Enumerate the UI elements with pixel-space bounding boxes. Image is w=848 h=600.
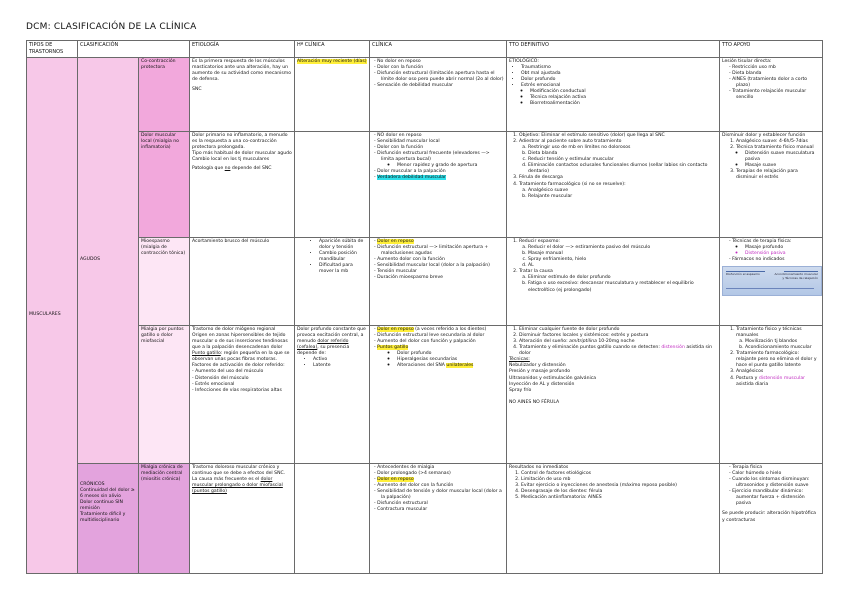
- list-item: - AINES (tratamiento dolor a corto plazo): [736, 77, 820, 89]
- text-span: Tratamiento y eliminación puntos gatillo cuando se detecten:: [519, 345, 662, 351]
- list-item: - Sensación de debilidad muscular: [381, 83, 504, 89]
- list-item: [377, 175, 504, 181]
- list-item: ◦ Biorretroalimentación: [530, 101, 717, 107]
- r2-hclinica: [295, 132, 370, 238]
- r5-clinica: [370, 464, 507, 574]
- cronicos-title: CRÓNICOS: [80, 482, 105, 487]
- row-mialgia-puntos-gatillo: [27, 326, 823, 464]
- list-item: a. Reducir el dolor —> estiramiento pasivo del músculo: [528, 245, 717, 251]
- r4-tto-apoyo: [720, 326, 823, 464]
- list-item-highlight: Dolor en reposo: [377, 239, 414, 244]
- list-item-label: Técnicas de terapia física:: [732, 239, 792, 244]
- list-item: ◦ Técnica relajación activa: [530, 95, 717, 101]
- r2-tto-apoyo: [720, 132, 823, 238]
- list-item: ◦ Dolor profundo: [397, 351, 504, 357]
- list-item: 2. Disminuir factores locales y sistémicos: estrés y postura: [519, 333, 717, 339]
- cronicos-line-3: Tratamiento difícil y multidisciplinario: [80, 512, 126, 524]
- list-item: [397, 363, 504, 369]
- list-item: [377, 345, 504, 369]
- list-item: - Contractura muscular: [381, 507, 504, 513]
- list-item: - Cuando los síntomas disminuyan: ultrasonidos y distensión suave: [736, 477, 820, 489]
- r1-etio-snc: SNC: [192, 87, 202, 93]
- text-span: Dolor profundo constante que provoca excitación central, a menudo: [297, 327, 366, 345]
- r4-etiologia: [190, 326, 295, 464]
- text-span: Punto gatillo: [192, 351, 221, 357]
- list-item: d. Eliminación contactos oclusales funcionales diurnos (sellar labios sin contacto dentario): [528, 163, 717, 175]
- header-clasificacion: CLASIFICACIÓN: [78, 41, 190, 58]
- r5-td-head: Resultados no inmediatos: [509, 465, 569, 470]
- text-span: dolor muscular prolongado o dolor miofascial (puntos gatillo): [192, 477, 283, 495]
- r4-etio-fact: Factores de activación de dolor referido:: [192, 363, 285, 369]
- list-item: • Dificultad para mover la mb: [319, 263, 367, 275]
- list-item: 1. Eliminar cualquier fuente de dolor profundo: [519, 327, 717, 333]
- r4-td-tech-5: Spray frío: [509, 387, 532, 393]
- row-cronicos: [27, 464, 823, 574]
- r2-etiologia: [190, 132, 295, 238]
- text-span: 10-20mg noche: [596, 339, 635, 345]
- list-item-label: Técnica tratamiento físico manual: [736, 145, 814, 151]
- list-item: - Duración mioespasmo breve: [381, 275, 504, 281]
- r4-tto-definitivo: [507, 326, 720, 464]
- list-item: • Obt mal ajustada: [521, 71, 717, 77]
- r4-etio-2: Origen en zonas hipersensibles de tejido muscular o de sus inserciones tendinosas que a la palpación desencadenan dolor: [192, 333, 288, 351]
- list-item-highlight: Dolor en reposo: [377, 477, 414, 483]
- r4-td-tech-head: Técnicas:: [509, 357, 530, 363]
- text-span: La causa más frecuente es el: [192, 477, 261, 483]
- diagram-label-left: Disfunción el aspasmo: [726, 272, 760, 277]
- list-item: - No dolor en reposo: [381, 59, 504, 65]
- list-item: b. Relajante muscular: [528, 194, 717, 200]
- r5-ta-end: Se puede producir: alteración hipotrófica y contracturas: [722, 511, 816, 523]
- list-item: ◦ Menor rapidez y grado de apertura: [397, 163, 504, 169]
- list-item: 5. Medicación antiinflamatoria: AINES: [521, 495, 717, 501]
- list-item: • Cambio posición mandibular: [319, 251, 367, 263]
- list-item: • Traumatismo: [521, 65, 717, 71]
- r4-td-tech-4: Inyección de AL y distensión: [509, 381, 575, 387]
- cronicos-line-1: Continuidad del dolor ≥ 6 meses sin alivio: [80, 488, 135, 500]
- type-musculares-cell: [27, 58, 78, 574]
- list-item: - Disfunción estructural leve secundaria al dolor: [381, 333, 504, 339]
- r5-hclinica: [295, 464, 370, 574]
- list-item: - Infecciones de vías respiratorias altas: [199, 388, 292, 394]
- r3-name: Mioespasmo (mialgia de contracción tónica): [139, 238, 190, 326]
- list-item: ◦ Masaje suave: [745, 163, 820, 169]
- r4-etio-1: Trastorno de dolor miógeno regional: [192, 327, 276, 332]
- type-musculares: MUSCULARES: [29, 312, 61, 318]
- list-item: - Disfunción estructural (limitación apertura hasta el límite dolor oso pero puede abrir normal (2o al dolor): [381, 71, 504, 83]
- text-span: no: [224, 166, 231, 172]
- list-item: - Aumento del dolor con función y palpación: [381, 339, 504, 345]
- text-span: amitriptilina: [569, 339, 597, 345]
- list-item: [377, 151, 504, 169]
- cronicos-line-2: Dolor continuo SIN remisión: [80, 500, 123, 512]
- list-item: 2. Tratamiento farmacológico: relajante pero no elimina el dolor y hace el punto gatillo latente: [736, 351, 820, 369]
- list-item: 1. Analgésico suave: 4-6h/5-7días: [736, 139, 820, 145]
- list-item: • Latente: [313, 363, 367, 369]
- r2-etio-3: Cambio local en los tj musculares: [192, 157, 270, 163]
- r4-td-last: NO AINES NO FÉRULA: [509, 399, 560, 405]
- row-co-contraccion: [27, 58, 823, 132]
- r3-clinica: [370, 238, 507, 326]
- r3-etiologia: Acortamiento brusco del músculo: [190, 238, 295, 326]
- r5-etio-1: Trastorno doloroso muscular crónico y continuo que se debe a efectos del SNC.: [192, 465, 286, 477]
- list-item: - Dolor prolongado (>4 semanas): [381, 471, 504, 477]
- list-item: - Distensión del músculo: [199, 376, 292, 382]
- list-item-label: Reducir espasmo:: [519, 239, 560, 244]
- r1-td-head: ETIOLÓGICO:: [509, 59, 539, 64]
- list-item: [519, 345, 717, 357]
- list-item: a. Eliminar estímulo de dolor profundo: [528, 275, 717, 281]
- list-item: • Activo: [313, 357, 367, 363]
- list-item: c. Reducir tensión y estimular muscular: [528, 157, 717, 163]
- diagram-label-right: Acondicionamiento muscular y Técnicas de relajación: [774, 272, 818, 281]
- list-item: - Aumento dolor con la función: [381, 257, 504, 263]
- list-item: b. Dieta blanda: [528, 151, 717, 157]
- r2-etio-2: Tipo más habitual de dolor muscular agudo: [192, 151, 292, 157]
- row-mioespasmo: [27, 238, 823, 326]
- list-item: - Disfunción estructural —> limitación apertura + maloclusiones agudas: [381, 245, 504, 257]
- list-item: 3. Férula de descarga: [519, 175, 717, 181]
- r5-name: Mialgia crónica de mediación central (miositis crónica): [139, 464, 190, 574]
- list-item-highlight: Puntos gatillo: [377, 345, 409, 351]
- r1-clinica: [370, 58, 507, 132]
- list-item: - Tensión muscular: [381, 269, 504, 275]
- header-tto-apoyo: TTO APOYO: [720, 41, 823, 58]
- r4-td-tech-3: Ultrasonidos y estimulación galvánica: [509, 375, 597, 381]
- list-item: [521, 83, 717, 107]
- list-item: a. Movilización tj blandos: [745, 339, 820, 345]
- list-item: - Aumento del uso del músculo: [199, 369, 292, 375]
- list-item: 3. Analgésicos: [736, 369, 820, 375]
- list-item-label: Tratamiento físico y técnicas manuales: [736, 327, 802, 339]
- r5-etio-2: [192, 477, 292, 495]
- list-item: a. Analgésico suave: [528, 188, 717, 194]
- r3-tto-definitivo: [507, 238, 720, 326]
- list-item: - Estrés emocional: [199, 382, 292, 388]
- list-item: [519, 139, 717, 175]
- list-item: 2. Limitación de uso mb: [521, 477, 717, 483]
- r5-tto-definitivo: [507, 464, 720, 574]
- r2-etio-4: [192, 166, 292, 172]
- list-item: [519, 239, 717, 269]
- therapy-diagram-image: [722, 266, 822, 296]
- list-item: - Sensibilidad de tensión y dolor muscular local (dolor a la palpación): [381, 489, 504, 501]
- row-dolor-muscular-local: [27, 132, 823, 238]
- list-item: - Dolor con la función: [381, 65, 504, 71]
- list-item: ◦ Modificación conductual: [530, 89, 717, 95]
- list-item: ◦ Distensión pasiva: [745, 251, 820, 257]
- r2-ta-head: Disminuir dolor y establecer función: [722, 133, 806, 138]
- list-item: - Disfunción estructural: [381, 501, 504, 507]
- list-item: - Dieta blanda: [736, 71, 820, 77]
- list-item: - Antecedentes de mialgia: [381, 465, 504, 471]
- text-span: asistida sin dolor: [519, 345, 713, 357]
- list-item: [736, 327, 820, 351]
- text-span: Alteraciones del SNA: [397, 363, 445, 369]
- list-item: 3. Terapias de relajación para disminuir el estrés: [736, 169, 820, 181]
- list-item: a. Restringir uso de mb en límites no dolorosos: [528, 145, 717, 151]
- text-span: asistida diaria: [736, 381, 769, 387]
- r2-tto-definitivo: [507, 132, 720, 238]
- r3-tto-apoyo: [720, 238, 823, 326]
- header-hclinica: Hª CLÍNICA: [295, 41, 370, 58]
- r1-etiologia: [190, 58, 295, 132]
- list-item: ◦ Masaje profundo: [745, 245, 820, 251]
- list-item-highlight: unilaterales: [446, 363, 474, 369]
- list-item: - Dolor con la función: [381, 145, 504, 151]
- list-item-label: Tratar la causa: [519, 269, 553, 275]
- r4-td-tech-1: Nebulizador y distensión: [509, 363, 566, 369]
- list-item: • Aparición súbita de dolor y tensión: [319, 239, 367, 251]
- r4-clinica: [370, 326, 507, 464]
- text-span: dolor referido (cefalea): [297, 339, 349, 351]
- list-item-highlight: Dolor en reposo: [377, 327, 414, 332]
- list-item: [736, 145, 820, 169]
- list-item: - Sensibilidad muscular local: [381, 139, 504, 145]
- text-span: , su presencia depende de:: [297, 345, 350, 357]
- list-item: - Tratamiento relajación muscular sencillo: [736, 89, 820, 101]
- list-item-label: Estrés emocional: [521, 83, 561, 89]
- list-item: - Restricción uso mb: [736, 65, 820, 71]
- list-item: c. Spray enfriamiento, hielo: [528, 257, 717, 263]
- list-item: [732, 239, 820, 257]
- r4-hclinica: [295, 326, 370, 464]
- text-span: distensión muscular: [758, 375, 806, 381]
- list-item-label: Adiestrar al paciente sobre auto tratamiento: [519, 139, 622, 145]
- list-item: 4. Desengrasaje de los dientes: férula: [521, 489, 717, 495]
- list-item: - Ejercicio mandibular dinámico: aumentar fuerza + distensión pasiva: [736, 489, 820, 507]
- text-span: Alteración del sueño:: [519, 339, 570, 345]
- list-item: - Dolor muscular a la palpación: [381, 169, 504, 175]
- r4-etio-pg: [192, 351, 292, 363]
- list-item: 3. Evitar ejercicio o inyecciones de anestesia (máximo reposo posible): [521, 483, 717, 489]
- list-item: - Aumento del dolor con la función: [381, 483, 504, 489]
- list-item: d. AL: [528, 263, 717, 269]
- list-item: b. Masaje manual: [528, 251, 717, 257]
- list-item: 1. Objetivo: Eliminar el estímulo sensitivo (dolor) que llega al SNC: [519, 133, 717, 139]
- header-clinica: CLÍNICA: [370, 41, 507, 58]
- text-span: Patología que: [192, 166, 225, 172]
- list-item: - Fármacos no indicados: [736, 257, 820, 263]
- type-agudos: AGUDOS: [80, 257, 101, 263]
- list-item: [519, 269, 717, 293]
- header-row: [27, 41, 823, 58]
- r4-hc-text: [297, 327, 367, 357]
- r5-etiologia: [190, 464, 295, 574]
- r2-etio-1: Dolor primario no inflamatorio, a menudo es la respuesta a una co-contracción protectora prolongada.: [192, 133, 288, 151]
- list-item: - Terapia física: [736, 465, 820, 471]
- r4-name: Mialgia por puntos gatillo o dolor miofascial: [139, 326, 190, 464]
- list-item-highlight: Verdadera debilidad muscular: [377, 175, 446, 181]
- header-etiologia: ETIOLOGÍA: [190, 41, 295, 58]
- text-span: distensión: [661, 345, 685, 351]
- list-item: 1. Control de factores etiológicos: [521, 471, 717, 477]
- type-agudos-cell: [78, 58, 139, 464]
- page-title: DCM: CLASIFICACIÓN DE LA CLÍNICA: [26, 22, 197, 32]
- r5-tto-apoyo: [720, 464, 823, 574]
- header-tto-definitivo: TTO DEFINITIVO: [507, 41, 720, 58]
- list-item: b. Acondicionamiento muscular: [745, 345, 820, 351]
- r1-hc-highlight: Alteración muy reciente (días): [297, 59, 367, 64]
- r1-name: Co-contracción protectora: [139, 58, 190, 132]
- list-item: b. Fatiga o uso excesivo: descansar musculatura y restablecer el equilibrio electrolítico (ej prolongado): [528, 281, 717, 293]
- list-item: ◦ Distensión suave musculatura pasiva: [745, 151, 820, 163]
- r1-hclinica: [295, 58, 370, 132]
- list-item: ◦ Hiperalgesias secundarias: [397, 357, 504, 363]
- r2-clinica: [370, 132, 507, 238]
- r2-name: Dolor muscular local (mialgia no inflamatoria): [139, 132, 190, 238]
- list-item: - Sensibilidad muscular local (dolor a la palpación): [381, 263, 504, 269]
- text-span: Postura y: [736, 375, 759, 381]
- r1-tto-definitivo: [507, 58, 720, 132]
- list-item-label: Tratamiento farmacológico (si no se resuelve):: [519, 181, 626, 187]
- header-tipos: TIPOS DE TRASTORNOS: [27, 41, 78, 58]
- diagram-line: [726, 288, 814, 289]
- text-span: : región pequeña en la que se observan unas pocas fibras motoras.: [192, 351, 290, 363]
- cronicos-cell: [78, 464, 139, 574]
- classification-table: [26, 40, 823, 574]
- r1-ta-head: Lesión tisular directa:: [722, 59, 772, 64]
- r1-tto-apoyo: [720, 58, 823, 132]
- list-item-label: Disfunción estructural frecuente (elevadores —> limita apertura bucal): [377, 151, 490, 163]
- text-span: (a veces referido a los dientes): [413, 327, 487, 332]
- list-item: - Calor húmedo o hielo: [736, 471, 820, 477]
- r4-td-tech-2: Presión y masaje profundo: [509, 369, 571, 375]
- list-item: [519, 182, 717, 200]
- list-item: [736, 376, 820, 388]
- list-item: • Dolor profundo: [521, 77, 717, 83]
- text-span: depende del SNC: [230, 166, 272, 172]
- r3-hclinica: [295, 238, 370, 326]
- r1-etio-text: Es la primera respuesta de los músculos masticatorios ante una alteración, hay un aumento de su actividad como mecanismo de defensa.: [192, 59, 292, 83]
- list-item: - NO dolor en reposo: [381, 133, 504, 139]
